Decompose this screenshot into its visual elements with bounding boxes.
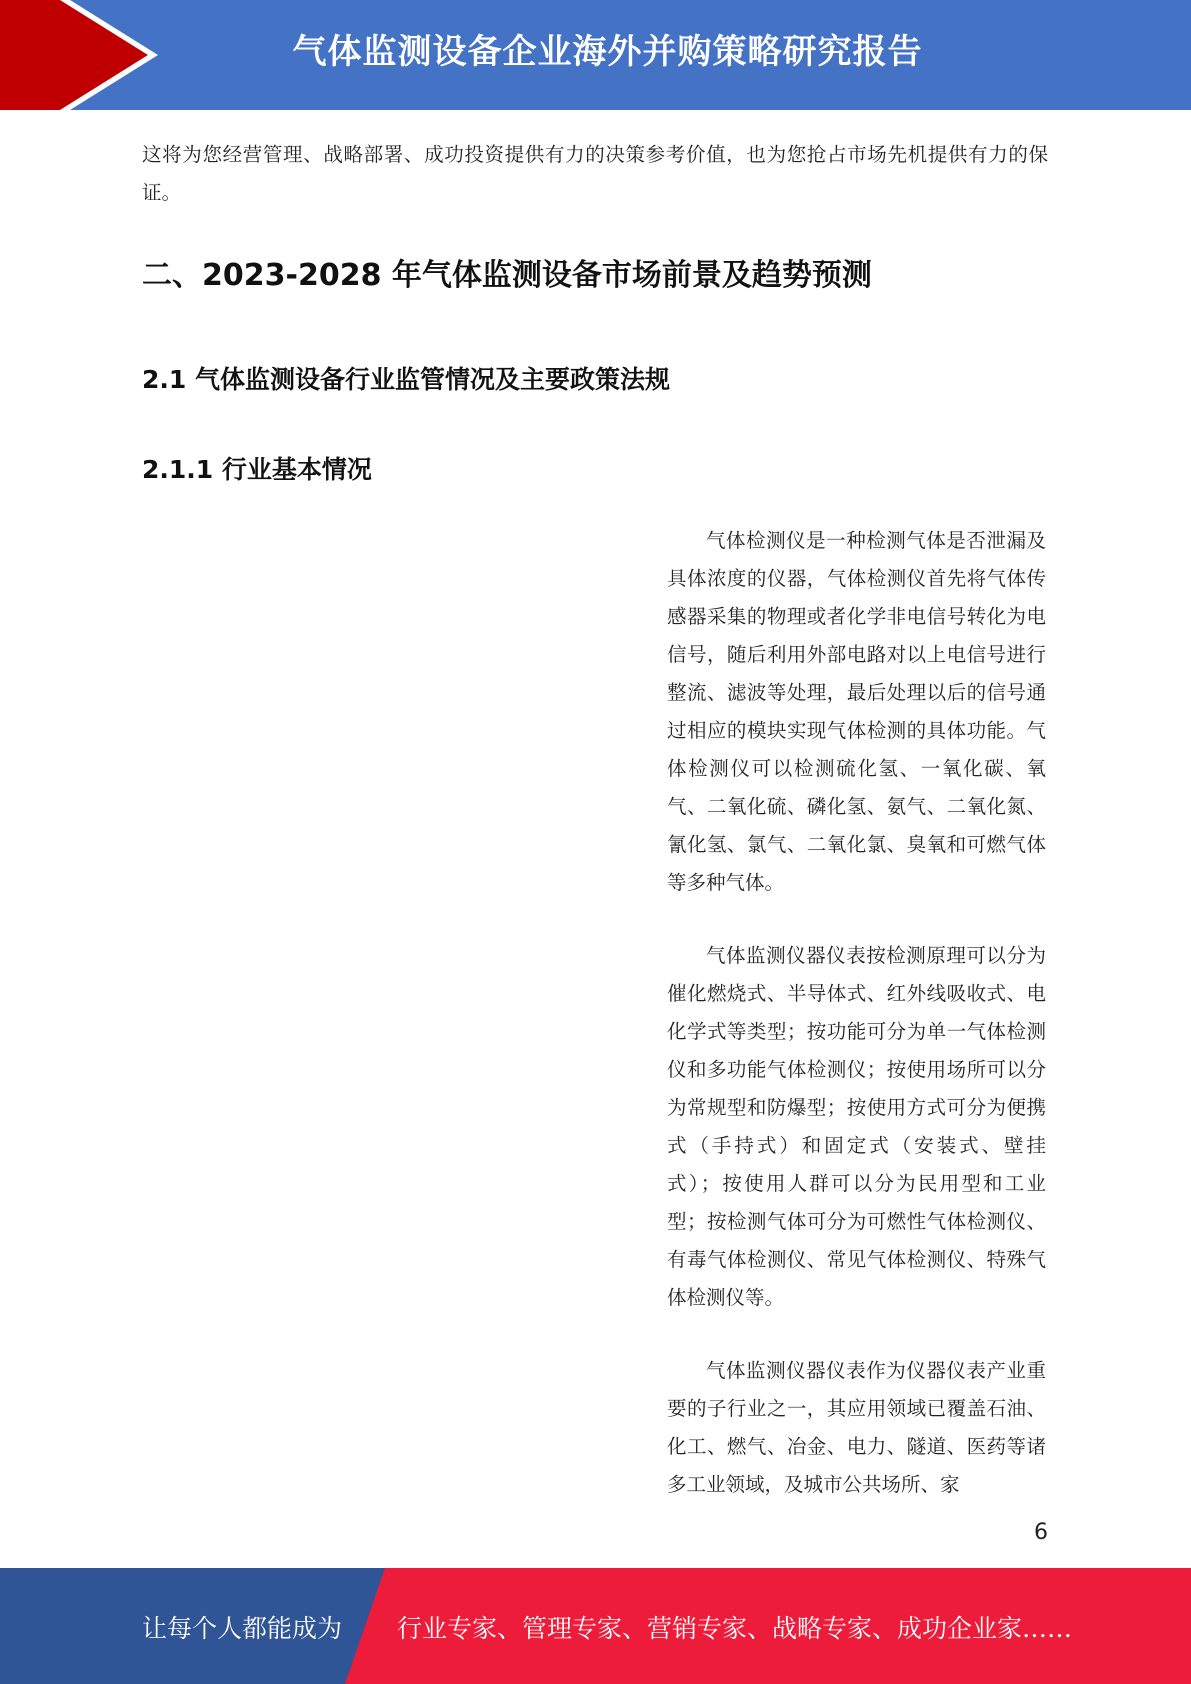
report-title: 气体监测设备企业海外并购策略研究报告 bbox=[292, 32, 923, 72]
page-header bbox=[0, 0, 1191, 110]
intro-paragraph: 这将为您经营管理、战略部署、成功投资提供有力的决策参考价值，也为您抢占市场先机提供有力的保证。 bbox=[142, 143, 1048, 204]
page-number: 6 bbox=[1034, 1520, 1048, 1545]
body-text-column bbox=[667, 522, 1046, 1539]
body-paragraph: 气体监测仪器仪表作为仪器仪表产业重要的子行业之一，其应用领域已覆盖石油、化工、燃气、冶金、电力、隧道、医药等诸多工业领域，及城市公共场所、家 bbox=[667, 1359, 1046, 1496]
subsection-heading: 2.1 气体监测设备行业监管情况及主要政策法规 bbox=[142, 365, 670, 394]
footer-slogan-left: 让每个人都能成为 bbox=[142, 1614, 343, 1643]
body-paragraph: 气体检测仪是一种检测气体是否泄漏及具体浓度的仪器，气体检测仪首先将气体传感器采集的物理或者化学非电信号转化为电信号，随后利用外部电路对以上电信号进行整流、滤波等处理，最后处理以后的信号通过相应的模块实现气体检测的具体功能。气体检测仪可以检测硫化氢、一氧化碳、氧气、二氧化硫、磷化氢、氨气、二氧化氮、氰化氢、氯气、二氧化氯、臭氧和可燃气体等多种气体。 bbox=[667, 529, 1046, 894]
section-heading: 二、2023-2028 年气体监测设备市场前景及趋势预测 bbox=[142, 258, 872, 293]
body-paragraph: 气体监测仪器仪表按检测原理可以分为催化燃烧式、半导体式、红外线吸收式、电化学式等类型；按功能可分为单一气体检测仪和多功能气体检测仪；按使用场所可以分为常规型和防爆型；按使用方式可分为便携式（手持式）和固定式（安装式、壁挂式）；按使用人群可以分为民用型和工业型；按检测气体可分为可燃性气体检测仪、有毒气体检测仪、常见气体检测仪、特殊气体检测仪等。 bbox=[667, 944, 1046, 1309]
image-placeholder bbox=[142, 520, 642, 1140]
subsubsection-heading: 2.1.1 行业基本情况 bbox=[142, 455, 372, 484]
page-footer bbox=[0, 1568, 1191, 1684]
footer-slogan-right: 行业专家、管理专家、营销专家、战略专家、成功企业家…… bbox=[397, 1614, 1073, 1643]
